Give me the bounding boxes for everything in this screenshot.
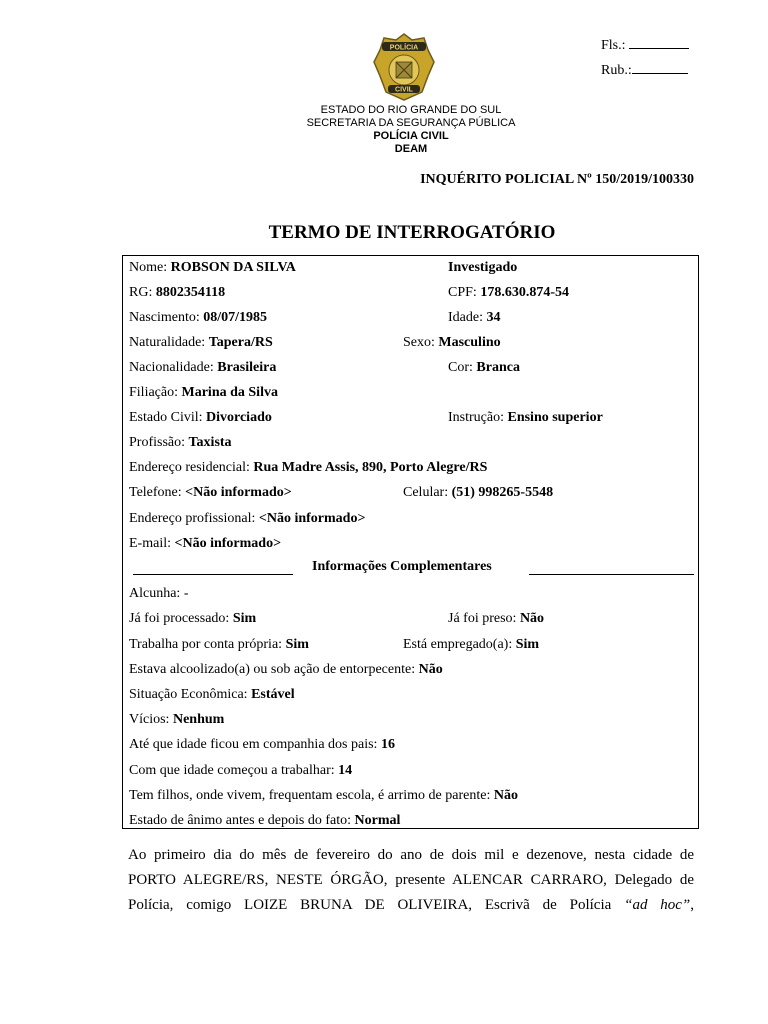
complementares-title: Informações Complementares <box>312 559 492 574</box>
alcunha-label: Alcunha: <box>129 586 181 601</box>
row-alcoolizado <box>129 661 443 679</box>
situacao-economica-value: Estável <box>251 687 295 702</box>
sexo-value: Masculino <box>438 335 501 350</box>
header-state: ESTADO DO RIO GRANDE DO SUL <box>320 104 502 116</box>
fls-blank-line <box>629 36 689 49</box>
endereco-profissional-value: <Não informado> <box>258 511 366 526</box>
endereco-value: Rua Madre Assis, 890, Porto Alegre/RS <box>253 460 488 475</box>
cpf-label: CPF: <box>448 285 477 300</box>
badge-text-top: POLÍCIA <box>389 44 419 52</box>
estado-civil-value: Divorciado <box>206 410 272 425</box>
policia-civil-badge-logo <box>372 32 436 102</box>
naturalidade-value: Tapera/RS <box>208 335 273 350</box>
empregado-value: Sim <box>515 637 540 652</box>
nascimento-value: 08/07/1985 <box>203 310 268 325</box>
idade-trabalho-value: 14 <box>338 763 353 778</box>
row-idade-trabalho <box>129 762 352 780</box>
alcunha-value: - <box>183 586 189 601</box>
instrucao-value: Ensino superior <box>507 410 603 425</box>
row-alcunha <box>129 585 189 603</box>
alcoolizado-label: Estava alcoolizado(a) ou sob ação de entorpecente: <box>129 662 416 677</box>
header-secretaria: SECRETARIA DA SEGURANÇA PÚBLICA <box>306 117 516 129</box>
fls-field <box>601 36 689 54</box>
idade-pais-label: Até que idade ficou em companhia dos pais: <box>129 737 378 752</box>
email-value: <Não informado> <box>174 536 282 551</box>
processado-label: Já foi processado: <box>129 611 230 626</box>
row-vicios <box>129 711 224 729</box>
estado-civil-label: Estado Civil: <box>129 410 203 425</box>
condicao-value: Investigado <box>448 260 518 275</box>
filiacao-label: Filiação: <box>129 385 178 400</box>
rub-blank-line <box>632 61 688 74</box>
badge-text-bottom: CIVIL <box>395 86 413 94</box>
nome-value: ROBSON DA SILVA <box>170 260 296 275</box>
row-conta-propria <box>129 636 309 654</box>
nascimento-label: Nascimento: <box>129 310 200 325</box>
row-processado <box>129 610 256 628</box>
processado-value: Sim <box>232 611 257 626</box>
cor-label: Cor: <box>448 360 473 375</box>
nome-label: Nome: <box>129 260 168 275</box>
row-estado-animo <box>129 812 400 830</box>
endereco-profissional-label: Endereço profissional: <box>129 511 256 526</box>
fls-label: Fls.: <box>601 38 626 53</box>
row-filhos <box>129 787 518 805</box>
estado-animo-label: Estado de ânimo antes e depois do fato: <box>129 813 351 828</box>
paragraph-ad-hoc: “ad hoc” <box>624 897 691 913</box>
idade-pais-value: 16 <box>380 737 395 752</box>
vicios-label: Vícios: <box>129 712 170 727</box>
row-empregado <box>403 636 539 654</box>
paragraph-line-2: PORTO ALEGRE/RS, NESTE ÓRGÃO, presente ALENCAR CARRARO, Delegado de <box>128 872 694 888</box>
conta-propria-label: Trabalha por conta própria: <box>129 637 283 652</box>
preso-value: Não <box>519 611 545 626</box>
idade-label: Idade: <box>448 310 483 325</box>
telefone-value: <Não informado> <box>185 485 292 500</box>
instrucao-label: Instrução: <box>448 410 504 425</box>
paragraph-line-3-text: Polícia, comigo LOIZE BRUNA DE OLIVEIRA, Escrivã de Polícia <box>128 897 612 913</box>
idade-value: 34 <box>486 310 501 325</box>
sexo-label: Sexo: <box>403 335 435 350</box>
preso-label: Já foi preso: <box>448 611 517 626</box>
celular-label: Celular: <box>403 485 449 500</box>
nacionalidade-label: Nacionalidade: <box>129 360 214 375</box>
rub-field <box>601 61 688 79</box>
nacionalidade-value: Brasileira <box>217 360 277 375</box>
paragraph-line-1: Ao primeiro dia do mês de fevereiro do ano de dois mil e dezenove, nesta cidade de <box>128 847 694 863</box>
inquerito-number: INQUÉRITO POLICIAL Nº 150/2019/100330 <box>420 172 694 187</box>
rub-label: Rub.: <box>601 63 632 78</box>
header-policia: POLÍCIA CIVIL <box>373 130 449 142</box>
paragraph-comma: , <box>690 897 695 913</box>
document-title: TERMO DE INTERROGATÓRIO <box>268 222 556 243</box>
estado-animo-value: Normal <box>354 813 401 828</box>
profissao-label: Profissão: <box>129 435 185 450</box>
vicios-value: Nenhum <box>172 712 225 727</box>
body-paragraph <box>128 843 694 918</box>
cor-value: Branca <box>476 360 520 375</box>
empregado-label: Está empregado(a): <box>403 637 513 652</box>
alcoolizado-value: Não <box>418 662 443 677</box>
email-label: E-mail: <box>129 536 171 551</box>
header-deam: DEAM <box>394 143 428 155</box>
paragraph-line-3 <box>128 893 694 918</box>
row-preso <box>448 610 544 628</box>
celular-value: (51) 998265-5548 <box>451 485 554 500</box>
endereco-label: Endereço residencial: <box>129 460 250 475</box>
filhos-value: Não <box>493 788 518 803</box>
row-idade-pais <box>129 736 395 754</box>
rg-label: RG: <box>129 285 153 300</box>
filiacao-value: Marina da Silva <box>181 385 278 400</box>
row-situacao-economica <box>129 686 295 704</box>
naturalidade-label: Naturalidade: <box>129 335 206 350</box>
filhos-label: Tem filhos, onde vivem, frequentam escola, é arrimo de parente: <box>129 788 491 803</box>
cpf-value: 178.630.874-54 <box>480 285 569 300</box>
conta-propria-value: Sim <box>285 637 309 652</box>
telefone-label: Telefone: <box>129 485 182 500</box>
profissao-value: Taxista <box>188 435 232 450</box>
idade-trabalho-label: Com que idade começou a trabalhar: <box>129 763 335 778</box>
situacao-economica-label: Situação Econômica: <box>129 687 248 702</box>
rg-value: 8802354118 <box>155 285 226 300</box>
complementares-section <box>122 255 699 829</box>
